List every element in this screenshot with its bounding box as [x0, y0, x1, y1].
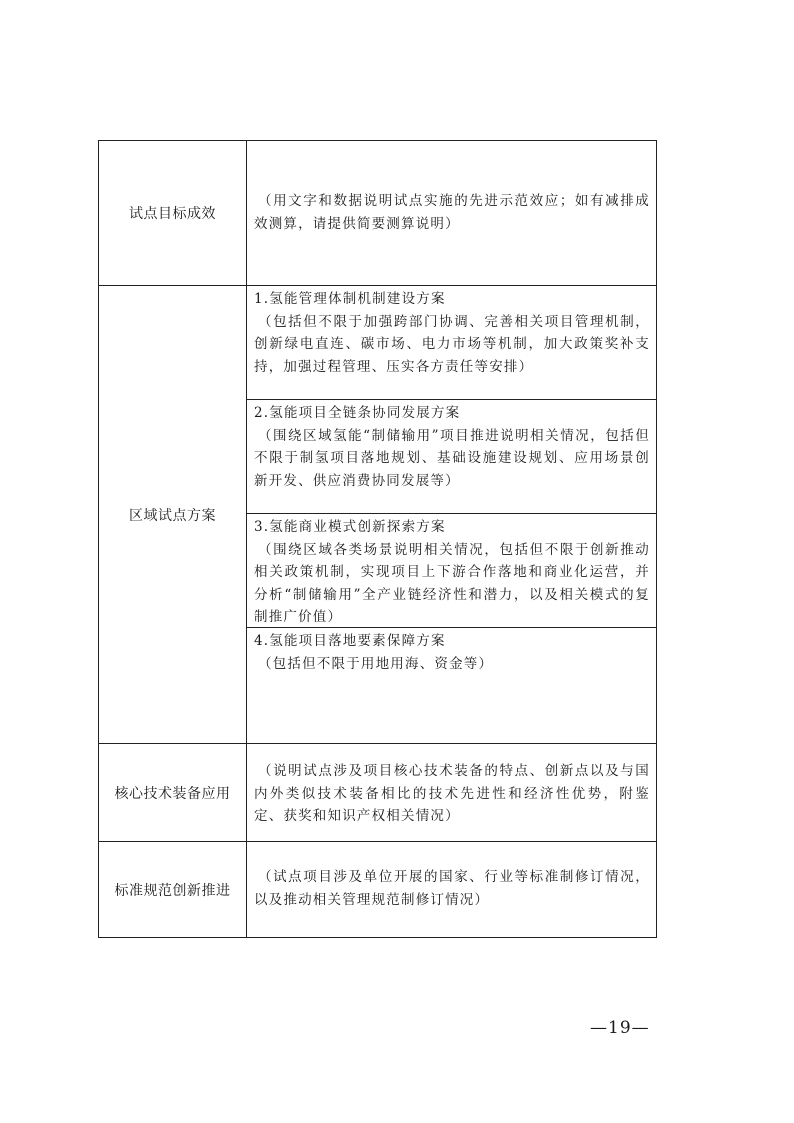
- row-content: [247, 286, 656, 743]
- row-content[interactable]: [247, 141, 656, 285]
- table-row-regional-pilot-plan: [99, 286, 656, 744]
- subsection-full-chain-development[interactable]: [247, 400, 656, 514]
- row-label-text: 区域试点方案: [129, 507, 216, 524]
- row-label-text: 标准规范创新推进: [114, 882, 231, 899]
- instruction-text: （试点项目涉及单位开展的国家、行业等标准制修订情况，以及推动相关管理规范制修订情况）: [254, 869, 650, 908]
- page-number: —19—: [590, 1018, 650, 1038]
- subsection-text: （围绕区域各类场景说明相关情况，包括但不限于创新推动相关政策机制，实现项目上下游合作落地和商业化运营，并分析“制储输用”全产业链经济性和潜力，以及相关模式的复制推广价值）: [254, 541, 650, 625]
- subsection-text: （包括但不限于加强跨部门协调、完善相关项目管理机制，创新绿电直连、碳市场、电力市场等机制，加大政策奖补支持，加强过程管理、压实各方责任等安排）: [254, 313, 650, 375]
- application-form-table: [98, 140, 657, 938]
- subsection-title: 1.氢能管理体制机制建设方案: [254, 291, 446, 307]
- row-label-text: 试点目标成效: [129, 206, 216, 222]
- row-label: [99, 286, 247, 743]
- subsection-title: 4.氢能项目落地要素保障方案: [254, 633, 446, 649]
- row-label: [99, 744, 247, 841]
- subsection-title: 2.氢能项目全链条协同发展方案: [254, 405, 461, 421]
- table-row-core-technology: [99, 744, 656, 842]
- subsection-title: 3.氢能商业模式创新探索方案: [254, 519, 446, 535]
- subsection-factor-guarantee[interactable]: [247, 628, 656, 744]
- instruction-text: （用文字和数据说明试点实施的先进示范效应；如有减排成效测算，请提供简要测算说明）: [254, 193, 650, 232]
- row-label: [99, 141, 247, 285]
- subsection-business-model[interactable]: [247, 514, 656, 628]
- subsection-management-mechanism[interactable]: [247, 286, 656, 400]
- row-content[interactable]: [247, 744, 656, 841]
- row-label-text: 核心技术装备应用: [114, 785, 231, 802]
- row-label: [99, 842, 247, 937]
- table-row-target-outcomes: [99, 141, 656, 286]
- row-content[interactable]: [247, 842, 656, 937]
- table-row-standards: [99, 842, 656, 937]
- instruction-text: （说明试点涉及项目核心技术装备的特点、创新点以及与国内外类似技术装备相比的技术先进性和经济性优势，附鉴定、获奖和知识产权相关情况）: [254, 763, 650, 824]
- subsection-text: （围绕区域氢能“制储输用”项目推进说明相关情况，包括但不限于制氢项目落地规划、基础设施建设规划、应用场景创新开发、供应消费协同发展等）: [254, 427, 650, 489]
- subsection-text: （包括但不限于用地用海、资金等）: [258, 655, 494, 672]
